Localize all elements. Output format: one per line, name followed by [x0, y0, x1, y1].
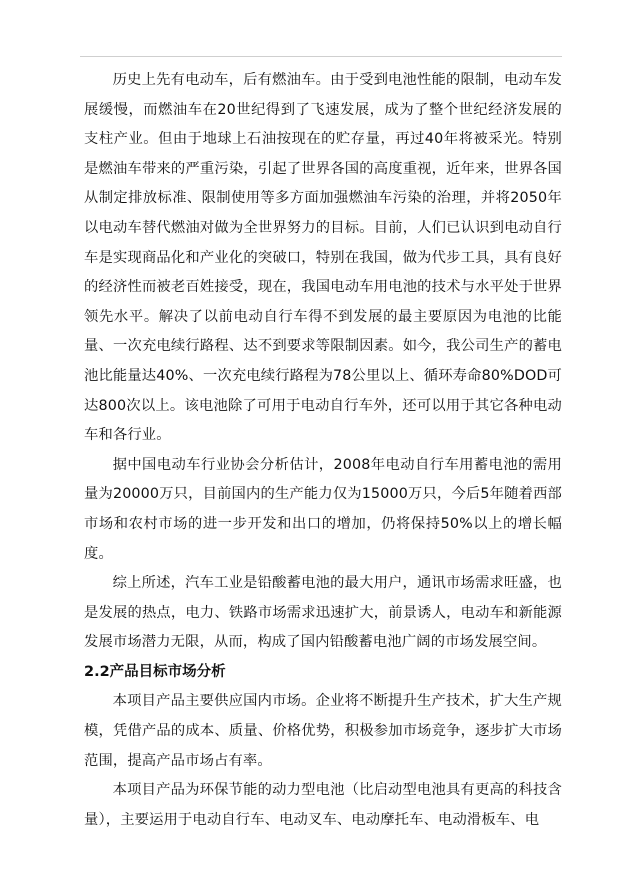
paragraph-market-summary: 综上所述，汽车工业是铅酸蓄电池的最大用户，通讯市场需求旺盛，也是发展的热点，电力、铁路市场需求迅速扩大，前景诱人，电动车和新能源发展市场潜力无限，从而，构成了国内铅酸蓄电池广阔的市场发展空间。	[84, 575, 562, 651]
body-text	[84, 66, 562, 835]
paragraph-battery-demand: 据中国电动车行业协会分析估计，2008年电动自行车用蓄电池的需用量为20000万只，目前国内的生产能力仅为15000万只，今后5年随着西部市场和农村市场的进一步开发和出口的增加，仍将保持50%以上的增长幅度。	[84, 456, 562, 562]
paragraph-target-market: 本项目产品主要供应国内市场。企业将不断提升生产技术，扩大生产规模，凭借产品的成本、质量、价格优势，积极参加市场竞争，逐步扩大市场范围，提高产品市场占有率。	[84, 693, 562, 769]
paragraph-ev-history: 历史上先有电动车，后有燃油车。由于受到电池性能的限制，电动车发展缓慢，而燃油车在20世纪得到了飞速发展，成为了整个世纪经济发展的支柱产业。但由于地球上石油按现在的贮存量，再过40年将被采光。特别是燃油车带来的严重污染，引起了世界各国的高度重视，近年来，世界各国从制定排放标准、限制使用等多方面加强燃油车污染的治理，并将2050年以电动车替代燃油对做为全世界努力的目标。目前，人们已认识到电动自行车是实现商品化和产业化的突破口，特别在我国，做为代步工具，具有良好的经济性而被老百姓接受，现在，我国电动车用电池的技术与水平处于世界领先水平。解决了以前电动自行车得不到发展的最主要原因为电池的比能量、一次充电续行路程、达不到要求等限制因素。如今，我公司生产的蓄电池比能量达40%、一次充电续行路程为78公里以上、循环寿命80%DOD可达800次以上。该电池除了可用于电动自行车外，还可以用于其它各种电动车和各行业。	[84, 72, 562, 444]
paragraph-product-usage: 本项目产品为环保节能的动力型电池（比启动型电池具有更高的科技含量），主要运用于电动自行车、电动叉车、电动摩托车、电动滑板车、电	[84, 782, 562, 828]
header-rule	[80, 56, 562, 57]
section-heading: 2.2产品目标市场分析	[84, 663, 226, 680]
